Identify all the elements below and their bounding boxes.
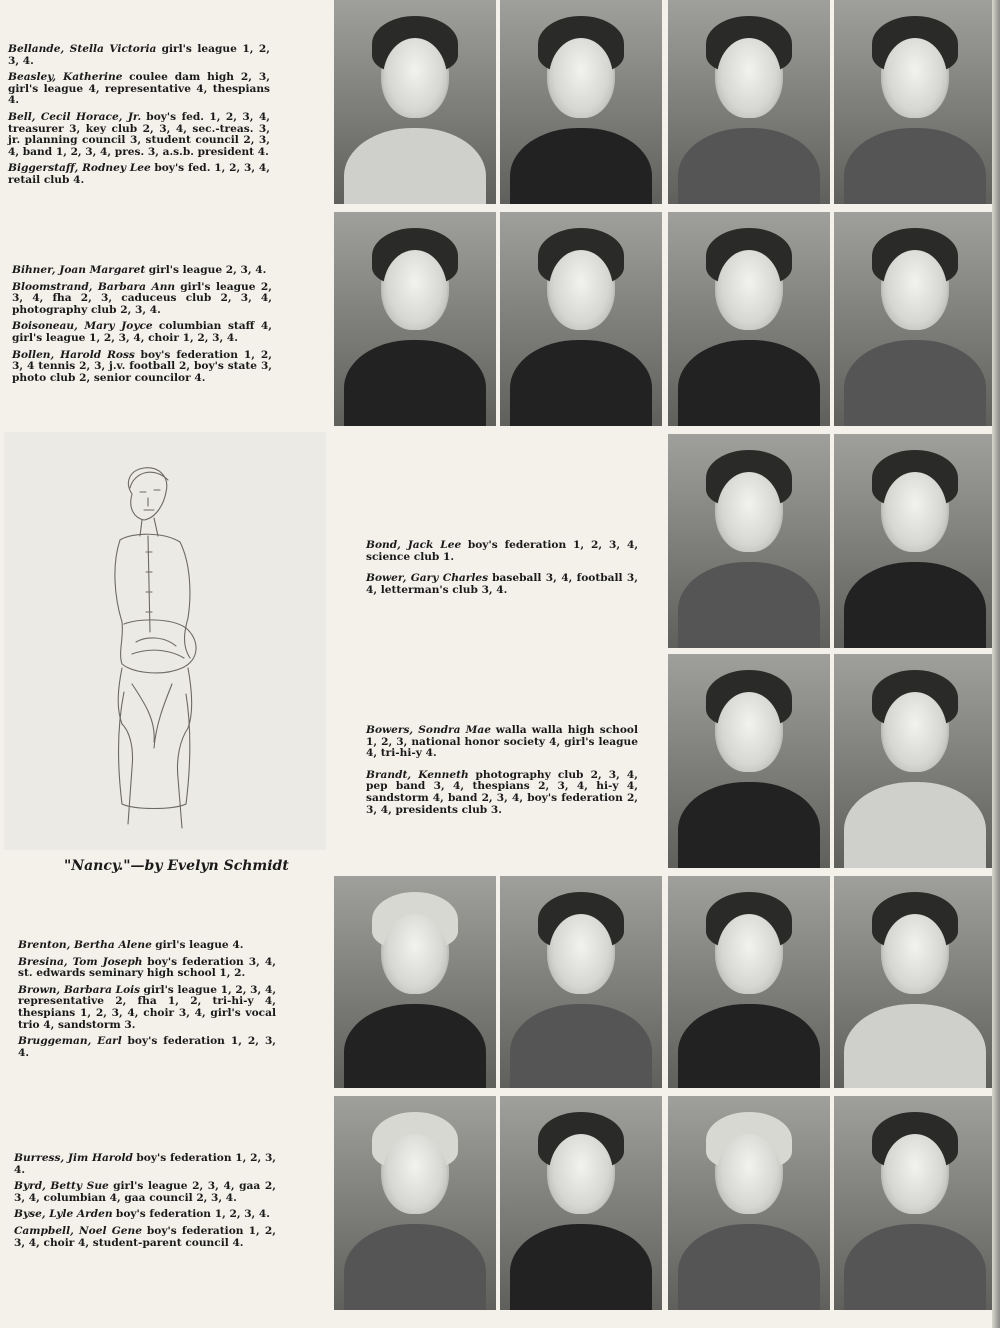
- bio-entry: [18, 940, 276, 952]
- portrait-photo: [334, 1096, 496, 1310]
- student-name: Bowers, Sondra Mae: [366, 724, 491, 736]
- student-activities: boy's fed. 1, 2, 3, 4, retail club 4.: [8, 162, 270, 186]
- portrait-face: [883, 38, 947, 118]
- portrait-face: [883, 250, 947, 330]
- student-activities: walla walla high school 1, 2, 3, national honor society 4, girl's league 4, tri-hi-y 4.: [366, 724, 638, 760]
- portrait-face: [383, 250, 447, 330]
- portrait-face: [717, 250, 781, 330]
- portrait-face: [383, 1134, 447, 1214]
- portrait-face: [383, 38, 447, 118]
- bio-entry: [14, 1209, 276, 1221]
- portrait-face: [549, 914, 613, 994]
- portrait-photo: [834, 1096, 996, 1310]
- portrait-photo: [334, 0, 496, 204]
- portrait-photo: [668, 0, 830, 204]
- portrait-face: [549, 38, 613, 118]
- student-activities: coulee dam high 2, 3, girl's league 4, representative 4, thespians 4.: [8, 71, 270, 107]
- artwork-caption: "Nancy."—by Evelyn Schmidt: [64, 858, 289, 874]
- bio-entry: [8, 44, 270, 67]
- bio-group-4: [366, 725, 638, 821]
- portrait-face: [717, 472, 781, 552]
- portrait-photo: [834, 0, 996, 204]
- student-activities: girl's league 1, 2, 3, 4, representative 2, fha 1, 2, tri-hi-y 4, thespians 1, 2, 3, 4, choir 3, 4, girl's vocal trio 4, sandstorm 3.: [18, 983, 277, 1031]
- portrait-photo: [834, 876, 996, 1088]
- student-activities: columbian staff 4, girl's league 1, 2, 3, 4, choir 1, 2, 3, 4.: [12, 320, 272, 344]
- bio-entry: [12, 350, 272, 385]
- student-activities: girl's league 2, 3, 4, fha 2, 3, caduceus club 2, 3, 4, photography club 2, 3, 4.: [12, 280, 272, 316]
- student-name: Bresina, Tom Joseph: [18, 955, 143, 968]
- bio-group-5: [18, 940, 276, 1064]
- student-name: Brandt, Kenneth: [366, 768, 469, 781]
- bio-entry: [14, 1226, 276, 1249]
- student-activities: boy's federation 3, 4, st. edwards seminary high school 1, 2.: [18, 955, 276, 980]
- bio-entry: [14, 1181, 276, 1204]
- bio-entry: [366, 540, 638, 563]
- portrait-face: [883, 692, 947, 772]
- student-activities: boy's federation 1, 2, 3, 4.: [18, 1035, 276, 1059]
- student-activities: boy's federation 1, 2, 3, 4, science club 1.: [366, 539, 639, 563]
- portrait-face: [717, 38, 781, 118]
- student-activities: photography club 2, 3, 4, pep band 3, 4, thespians 2, 3, 4, hi-y 4, sandstorm 4, band 2, 3, 4, boy's federation 2, 3, 4, presidents club 3.: [366, 768, 638, 816]
- student-name: Brown, Barbara Lois: [18, 983, 141, 996]
- bio-entry: [18, 1036, 276, 1059]
- student-name: Bower, Gary Charles: [366, 572, 489, 585]
- portrait-face: [717, 692, 781, 772]
- student-name: Bell, Cecil Horace, Jr.: [8, 110, 142, 123]
- bio-entry: [12, 265, 272, 277]
- portrait-face: [549, 1134, 613, 1214]
- bio-entry: [12, 282, 272, 317]
- portrait-face: [883, 472, 947, 552]
- student-name: Bloomstrand, Barbara Ann: [12, 280, 176, 293]
- student-name: Bollen, Harold Ross: [12, 348, 135, 361]
- student-name: Byse, Lyle Arden: [14, 1208, 113, 1221]
- portrait-face: [383, 914, 447, 994]
- student-activities: boy's federation 1, 2, 3, 4 tennis 2, 3, j.v. football 2, boy's state 3, photo club 2, senior councilor 4.: [12, 348, 272, 384]
- bio-group-1: [8, 44, 270, 192]
- portrait-face: [717, 914, 781, 994]
- portrait-face: [549, 250, 613, 330]
- student-name: Beasley, Katherine: [8, 71, 123, 84]
- bio-entry: [14, 1153, 276, 1176]
- portrait-photo: [500, 1096, 662, 1310]
- bio-group-3: [366, 540, 638, 601]
- bio-entry: [366, 573, 638, 596]
- student-activities: boy's federation 1, 2, 3, 4, choir 4, student-parent council 4.: [14, 1224, 276, 1249]
- portrait-photo: [500, 212, 662, 426]
- student-activities: boy's federation 1, 2, 3, 4.: [115, 1208, 270, 1221]
- student-name: Burress, Jim Harold: [14, 1152, 133, 1164]
- portrait-photo: [668, 434, 830, 648]
- bio-group-2: [12, 265, 272, 389]
- portrait-photo: [834, 212, 996, 426]
- bio-entry: [18, 957, 276, 980]
- portrait-face: [717, 1134, 781, 1214]
- bio-group-6: [14, 1153, 276, 1254]
- portrait-photo: [668, 876, 830, 1088]
- student-activities: boy's federation 1, 2, 3, 4.: [14, 1152, 276, 1176]
- student-name: Boisoneau, Mary Joyce: [12, 320, 153, 333]
- student-name: Byrd, Betty Sue: [14, 1180, 109, 1193]
- bio-entry: [366, 725, 638, 760]
- student-activities: girl's league 2, 3, 4.: [148, 264, 267, 276]
- portrait-photo: [668, 212, 830, 426]
- student-activities: girl's league 4.: [155, 939, 244, 951]
- portrait-photo: [668, 654, 830, 868]
- bio-entry: [8, 112, 270, 158]
- student-name: Bruggeman, Earl: [18, 1035, 122, 1048]
- page-edge: [992, 0, 1000, 1328]
- student-name: Bond, Jack Lee: [366, 539, 462, 551]
- portrait-photo: [834, 654, 996, 868]
- student-name: Biggerstaff, Rodney Lee: [8, 162, 151, 175]
- portrait-face: [883, 1134, 947, 1214]
- student-name: Bihner, Joan Margaret: [12, 264, 146, 276]
- bio-entry: [8, 163, 270, 186]
- portrait-photo: [500, 876, 662, 1088]
- bio-entry: [12, 321, 272, 344]
- student-activities: girl's league 1, 2, 3, 4.: [8, 43, 270, 67]
- bio-entry: [366, 770, 638, 816]
- portrait-face: [883, 914, 947, 994]
- bio-entry: [18, 985, 276, 1031]
- portrait-photo: [834, 434, 996, 648]
- portrait-photo: [668, 1096, 830, 1310]
- student-activities: girl's league 2, 3, 4, gaa 2, 3, 4, columbian 4, gaa council 2, 3, 4.: [14, 1180, 276, 1204]
- portrait-photo: [334, 212, 496, 426]
- bio-entry: [8, 72, 270, 107]
- student-name: Bellande, Stella Victoria: [8, 43, 157, 55]
- student-activities: boy's fed. 1, 2, 3, 4, treasurer 3, key club 2, 3, 4, sec.-treas. 3, jr. planning council 3, student council 2, 3, 4, band 1, 2, 3, 4, pres. 3, a.s.b. president 4.: [8, 110, 270, 158]
- nancy-sketch: [4, 432, 326, 850]
- portrait-photo: [334, 876, 496, 1088]
- sketch-drawing-icon: [4, 432, 326, 850]
- student-name: Brenton, Bertha Alene: [18, 939, 152, 951]
- student-name: Campbell, Noel Gene: [14, 1224, 142, 1237]
- student-activities: baseball 3, 4, football 3, 4, letterman's club 3, 4.: [366, 572, 638, 596]
- portrait-photo: [500, 0, 662, 204]
